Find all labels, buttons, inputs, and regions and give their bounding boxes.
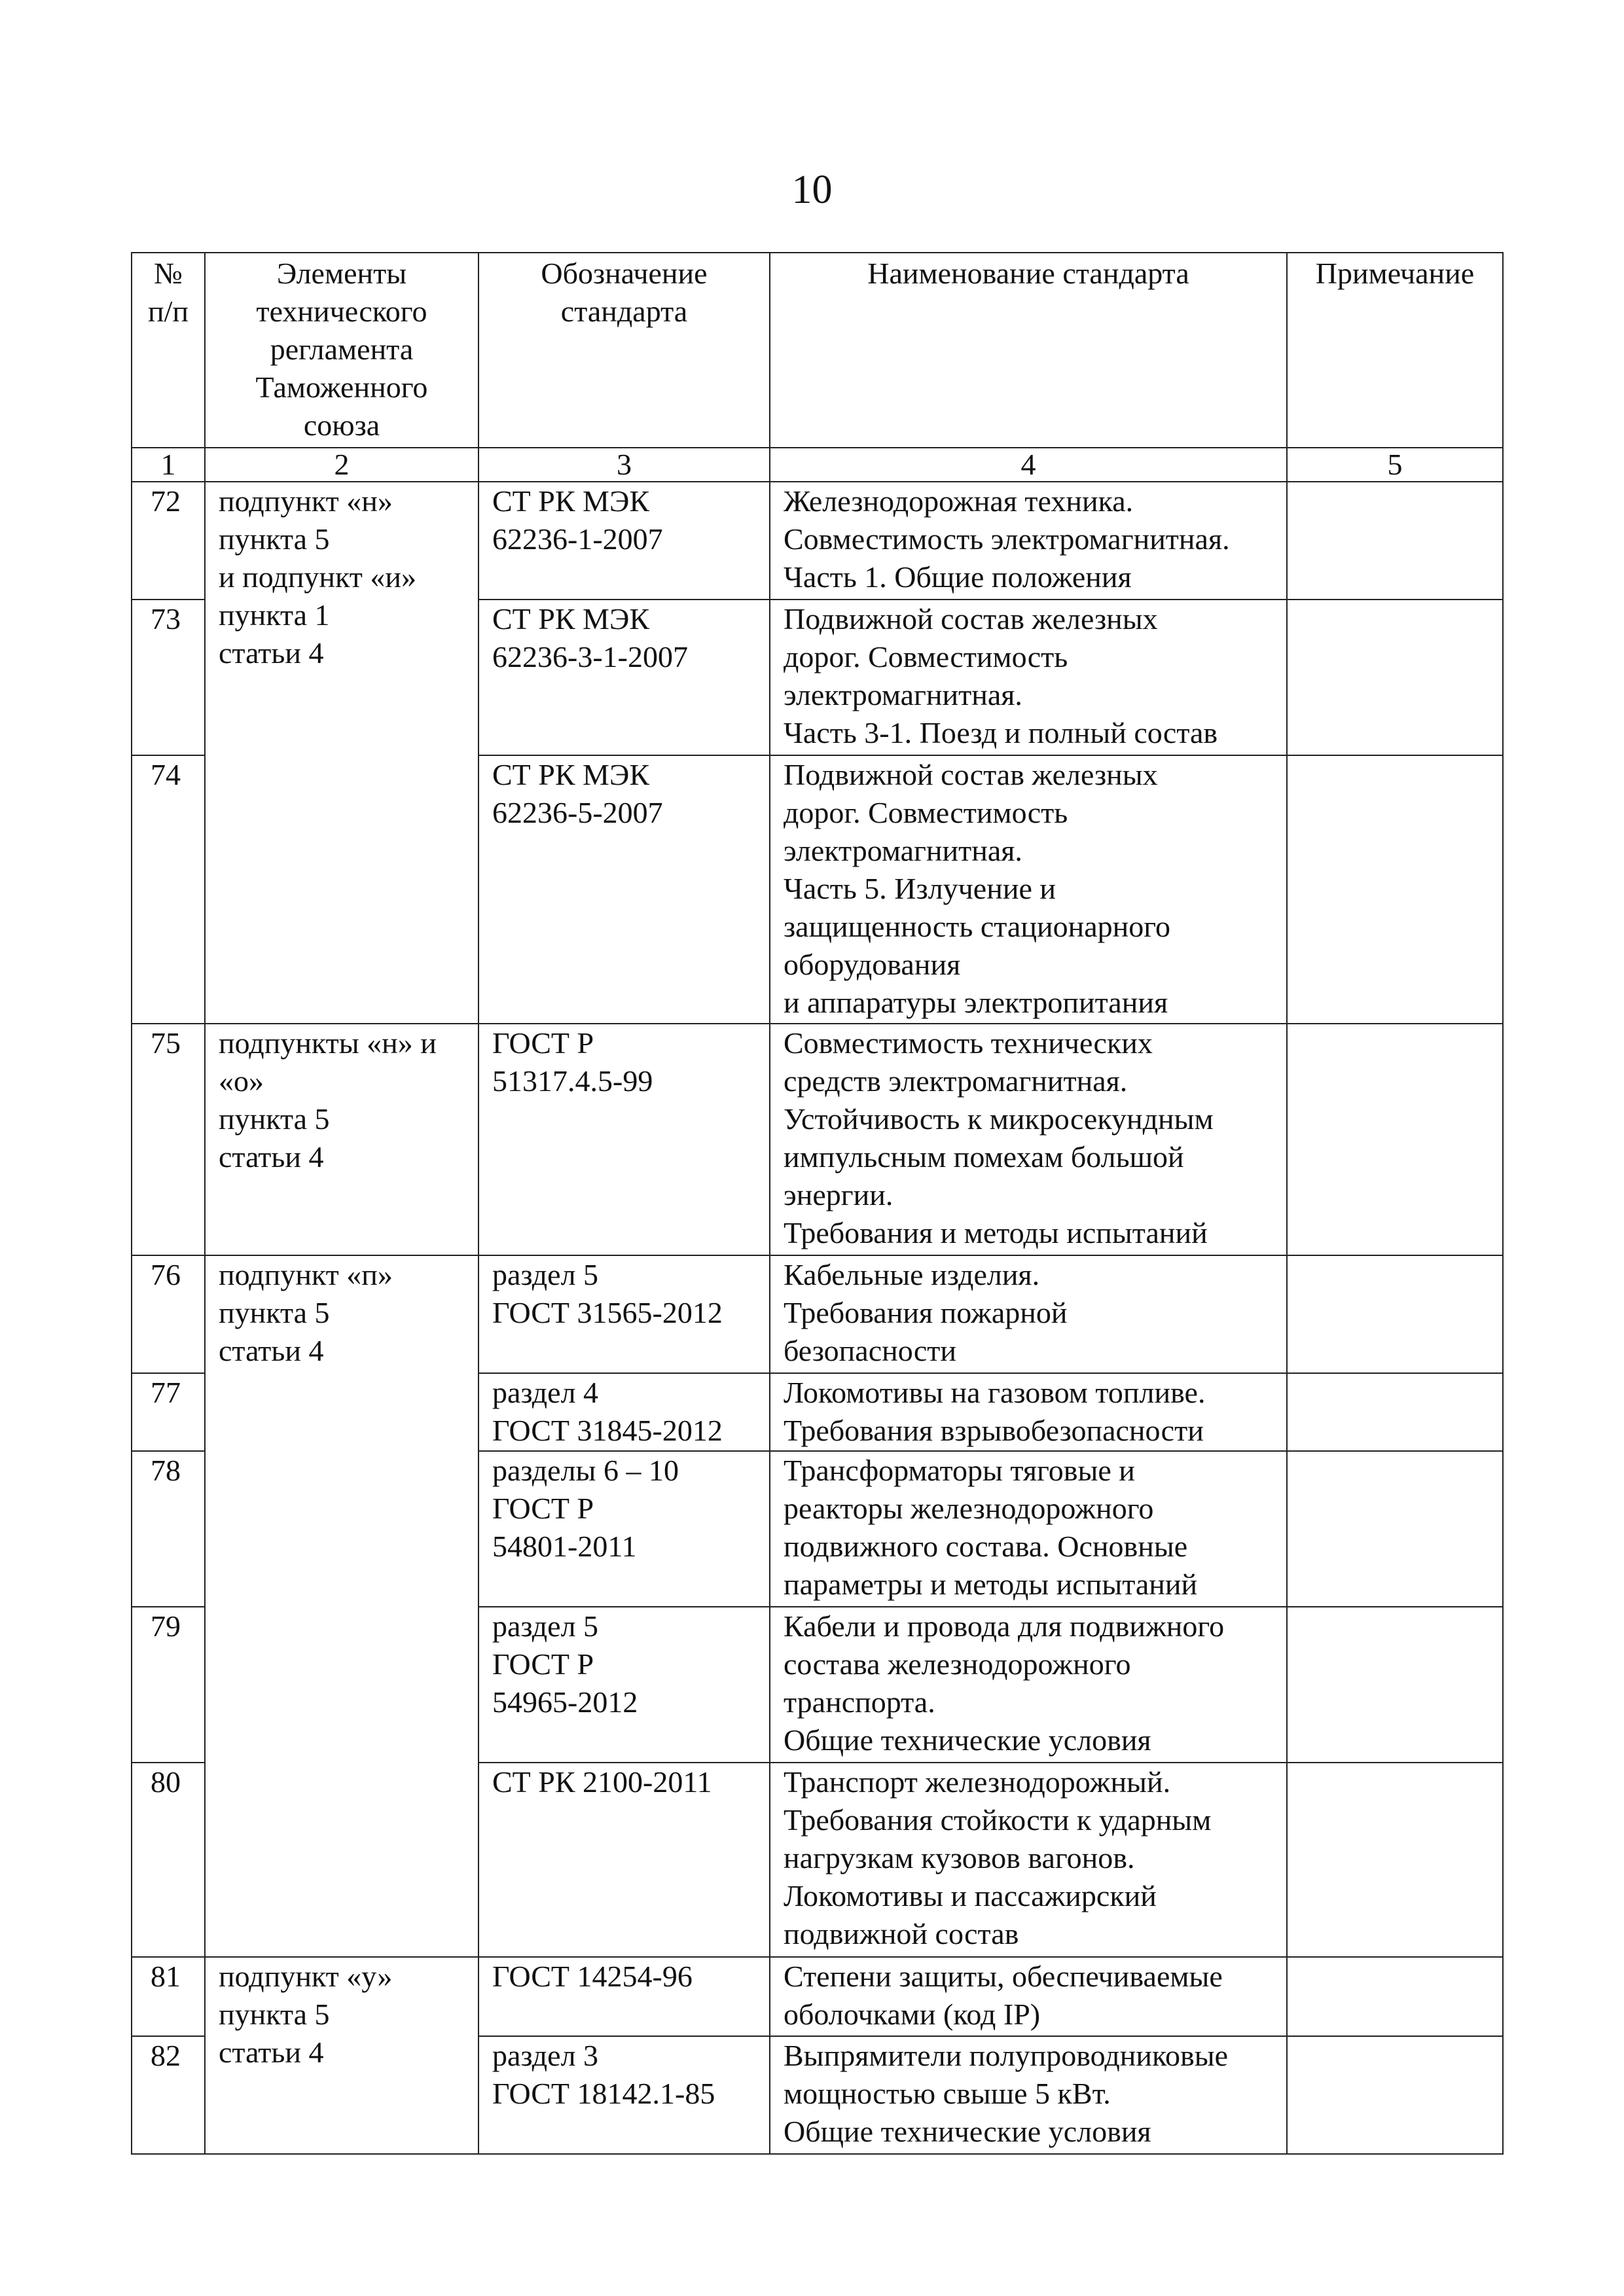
row-note [1287,482,1503,600]
row-note [1287,600,1503,755]
row-standard-name: Трансформаторы тяговые и реакторы железнодорожного подвижного состава. Основные параметры и методы испытаний [770,1451,1287,1607]
row-number: 77 [132,1373,205,1451]
row-designation: раздел 5 ГОСТ Р 54965-2012 [478,1607,770,1763]
row-designation: СТ РК МЭК 62236-1-2007 [478,482,770,600]
table-header-row [132,253,1503,448]
column-numbers-row [132,448,1503,482]
page-number: 10 [791,168,833,212]
row-standard-name: Подвижной состав железных дорог. Совместимость электромагнитная. Часть 3-1. Поезд и полный состав [770,600,1287,755]
header-number: № п/п [132,253,205,448]
row-number: 81 [132,1957,205,2036]
row-standard-name: Локомотивы на газовом топливе. Требования взрывобезопасности [770,1373,1287,1451]
row-designation: ГОСТ Р 51317.4.5-99 [478,1024,770,1255]
table-row [132,482,1503,600]
row-designation: СТ РК МЭК 62236-5-2007 [478,755,770,1024]
row-number: 79 [132,1607,205,1763]
header-elements: Элементы технического регламента Таможенного союза [205,253,478,448]
row-designation: разделы 6 – 10 ГОСТ Р 54801-2011 [478,1451,770,1607]
row-note [1287,1451,1503,1607]
header-designation: Обозначение стандарта [478,253,770,448]
row-standard-name: Совместимость технических средств электромагнитная. Устойчивость к микросекундным импульсным помехам большой энергии. Требования и методы испытаний [770,1024,1287,1255]
row-note [1287,1607,1503,1763]
row-standard-name: Выпрямители полупроводниковые мощностью свыше 5 кВт. Общие технические условия [770,2036,1287,2154]
row-elements: подпункт «п» пункта 5 статьи 4 [205,1255,478,1957]
row-note [1287,2036,1503,2154]
row-note [1287,1763,1503,1957]
row-designation: раздел 4 ГОСТ 31845-2012 [478,1373,770,1451]
column-number: 2 [205,448,478,482]
table-row [132,1255,1503,1373]
table-row [132,1957,1503,2036]
header-standard-name: Наименование стандарта [770,253,1287,448]
row-standard-name: Транспорт железнодорожный. Требования стойкости к ударным нагрузкам кузовов вагонов. Локомотивы и пассажирский подвижной состав [770,1763,1287,1957]
row-note [1287,1255,1503,1373]
row-designation: раздел 3 ГОСТ 18142.1-85 [478,2036,770,2154]
row-elements: подпункт «н» пункта 5 и подпункт «и» пункта 1 статьи 4 [205,482,478,1024]
column-number: 3 [478,448,770,482]
row-standard-name: Кабели и провода для подвижного состава железнодорожного транспорта. Общие технические условия [770,1607,1287,1763]
row-number: 73 [132,600,205,755]
standards-table [131,252,1504,2155]
row-note [1287,1373,1503,1451]
row-elements: подпункт «у» пункта 5 статьи 4 [205,1957,478,2154]
row-standard-name: Кабельные изделия. Требования пожарной безопасности [770,1255,1287,1373]
row-designation: ГОСТ 14254-96 [478,1957,770,2036]
row-number: 82 [132,2036,205,2154]
row-note [1287,1957,1503,2036]
row-note [1287,755,1503,1024]
row-number: 80 [132,1763,205,1957]
column-number: 1 [132,448,205,482]
row-number: 78 [132,1451,205,1607]
row-note [1287,1024,1503,1255]
row-number: 75 [132,1024,205,1255]
row-number: 76 [132,1255,205,1373]
header-note: Примечание [1287,253,1503,448]
row-standard-name: Железнодорожная техника. Совместимость электромагнитная. Часть 1. Общие положения [770,482,1287,600]
row-elements: подпункты «н» и «о» пункта 5 статьи 4 [205,1024,478,1255]
column-number: 5 [1287,448,1503,482]
row-standard-name: Подвижной состав железных дорог. Совместимость электромагнитная. Часть 5. Излучение и защищенность стационарного оборудования и аппаратуры электропитания [770,755,1287,1024]
row-designation: СТ РК 2100-2011 [478,1763,770,1957]
column-number: 4 [770,448,1287,482]
table-row [132,1024,1503,1255]
row-number: 74 [132,755,205,1024]
row-designation: СТ РК МЭК 62236-3-1-2007 [478,600,770,755]
row-standard-name: Степени защиты, обеспечиваемые оболочками (код IP) [770,1957,1287,2036]
row-designation: раздел 5 ГОСТ 31565-2012 [478,1255,770,1373]
row-number: 72 [132,482,205,600]
